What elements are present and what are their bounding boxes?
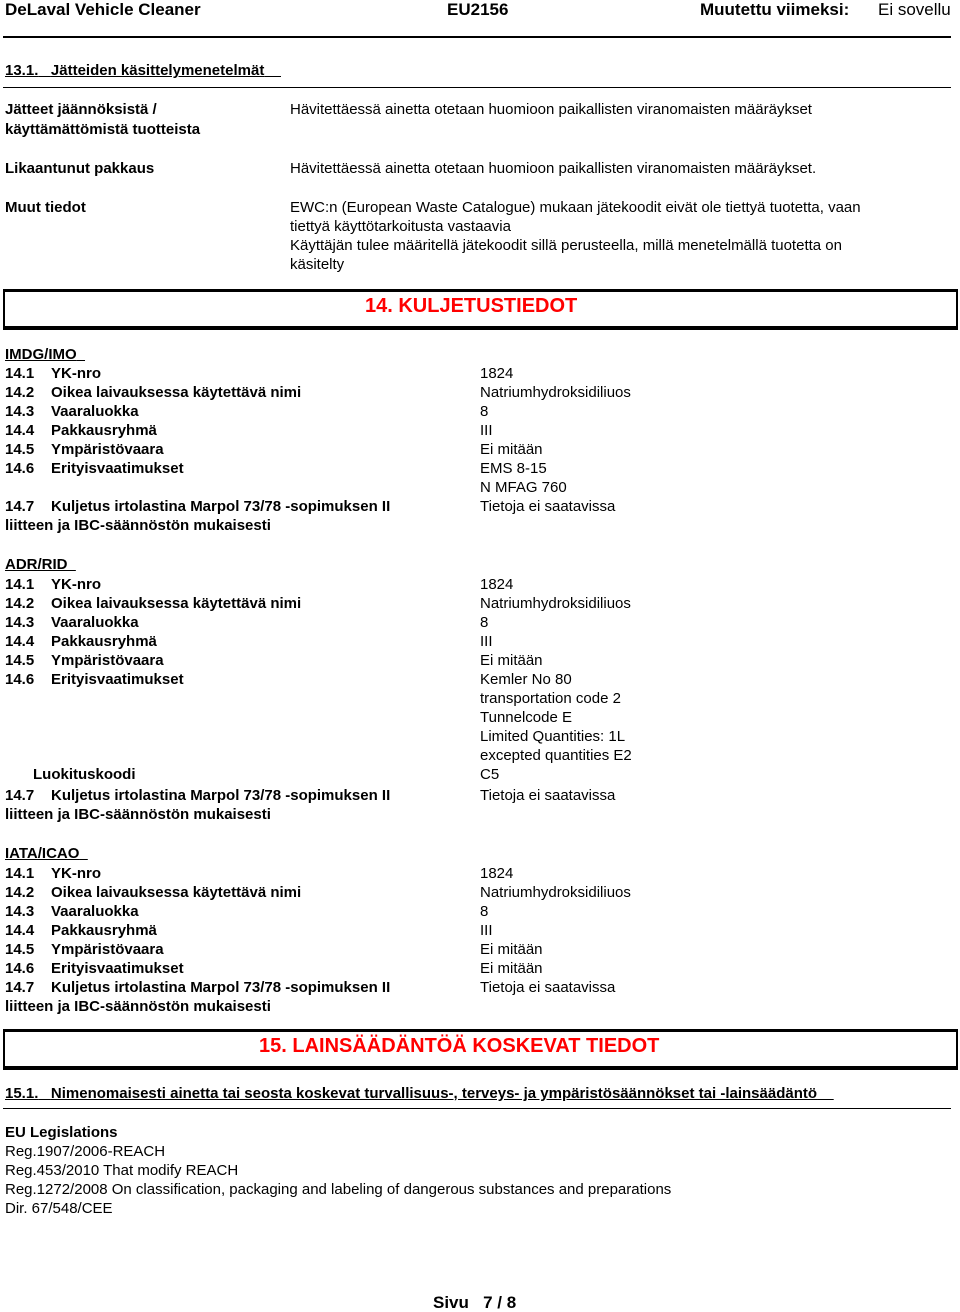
table-row xyxy=(5,632,955,651)
legislation-item: Reg.1272/2008 On classification, packaging and labeling of dangerous substances and preparations xyxy=(5,1181,672,1198)
row-value: 8 xyxy=(480,403,489,420)
eu-legislations-label: EU Legislations xyxy=(5,1124,118,1141)
row-number: 14.4 xyxy=(5,422,35,439)
row-value: EMS 8-15 xyxy=(480,460,547,477)
row-name: Erityisvaatimukset xyxy=(51,671,184,688)
row-value: Kemler No 80 xyxy=(480,671,572,688)
table-row xyxy=(5,786,955,824)
legislation-item: Reg.1907/2006-REACH xyxy=(5,1143,166,1160)
row-name: Erityisvaatimukset xyxy=(51,460,184,477)
iata-label xyxy=(5,844,88,863)
contaminated-packaging-label: Likaantunut pakkaus xyxy=(5,160,155,177)
table-row xyxy=(5,978,955,1016)
row-name: YK-nro xyxy=(51,865,101,882)
row-number: 14.3 xyxy=(5,614,35,631)
section-13-1-number: 13.1. xyxy=(5,62,39,79)
table-row xyxy=(5,575,955,594)
row-value: Ei mitään xyxy=(480,960,543,977)
modified-value: Ei sovellu xyxy=(878,0,951,19)
row-name-cont: liitteen ja IBC-säännöstön mukaisesti xyxy=(5,998,271,1015)
row-name: Kuljetus irtolastina Marpol 73/78 -sopimuksen II xyxy=(51,498,391,515)
row-name: Ympäristövaara xyxy=(51,652,164,669)
row-name: Kuljetus irtolastina Marpol 73/78 -sopimuksen II xyxy=(51,979,391,996)
row-number: 14.7 xyxy=(5,787,35,804)
row-value: Tietoja ei saatavissa xyxy=(480,787,616,804)
table-row xyxy=(5,594,955,613)
row-value: 1824 xyxy=(480,576,514,593)
row-values xyxy=(480,459,567,497)
row-name: Vaaraluokka xyxy=(51,614,139,631)
table-row xyxy=(5,959,955,978)
waste-residues-value: Hävitettäessä ainetta otetaan huomioon paikallisten viranomaisten määräykset xyxy=(290,101,812,118)
row-name: Pakkausryhmä xyxy=(51,633,157,650)
page-indicator xyxy=(433,1293,516,1312)
section-14-title: 14. KULJETUSTIEDOT xyxy=(365,295,578,317)
row-number: 14.2 xyxy=(5,595,35,612)
legislation-item: Dir. 67/548/CEE xyxy=(5,1200,113,1217)
table-row xyxy=(5,421,955,440)
row-value: Natriumhydroksidiliuos xyxy=(480,884,631,901)
product-name: DeLaval Vehicle Cleaner xyxy=(5,0,201,19)
row-value: III xyxy=(480,422,493,439)
row-name: Pakkausryhmä xyxy=(51,422,157,439)
row-name: Vaaraluokka xyxy=(51,403,139,420)
row-number: 14.1 xyxy=(5,365,35,382)
row-name-cont: liitteen ja IBC-säännöstön mukaisesti xyxy=(5,806,271,823)
imdg-table xyxy=(5,364,955,535)
classification-code-value: C5 xyxy=(480,766,500,783)
imdg-label-text: IMDG/IMO xyxy=(5,346,77,363)
row-value: Limited Quantities: 1L xyxy=(480,728,626,745)
row-name: Kuljetus irtolastina Marpol 73/78 -sopimuksen II xyxy=(51,787,391,804)
table-row xyxy=(5,902,955,921)
row-value: III xyxy=(480,922,493,939)
table-row xyxy=(5,383,955,402)
table-row xyxy=(5,497,955,535)
row-value: excepted quantities E2 xyxy=(480,747,632,764)
waste-residues-label-2: käyttämättömistä tuotteista xyxy=(5,121,201,138)
modified-label: Muutettu viimeksi: xyxy=(700,0,850,19)
adr-table xyxy=(5,575,955,824)
header-divider xyxy=(3,36,951,38)
section-15-1-number: 15.1. xyxy=(5,1085,39,1102)
row-number: 14.6 xyxy=(5,671,35,688)
row-value: Tietoja ei saatavissa xyxy=(480,979,616,996)
row-value: N MFAG 760 xyxy=(480,479,567,496)
row-number: 14.3 xyxy=(5,903,35,920)
table-row xyxy=(5,651,955,670)
section-13-1-heading xyxy=(5,61,281,80)
row-value: 8 xyxy=(480,903,489,920)
page-label: Sivu xyxy=(433,1293,469,1312)
section-15-1-heading xyxy=(5,1084,834,1103)
row-value: 1824 xyxy=(480,865,514,882)
row-number: 14.6 xyxy=(5,960,35,977)
contaminated-packaging-value: Hävitettäessä ainetta otetaan huomioon paikallisten viranomaisten määräykset. xyxy=(290,160,817,177)
row-value: Tietoja ei saatavissa xyxy=(480,498,616,515)
row-name: Ympäristövaara xyxy=(51,441,164,458)
classification-code-label: Luokituskoodi xyxy=(33,766,136,783)
row-number: 14.5 xyxy=(5,441,35,458)
row-value: Natriumhydroksidiliuos xyxy=(480,384,631,401)
table-row xyxy=(5,921,955,940)
row-name: YK-nro xyxy=(51,365,101,382)
row-value: Natriumhydroksidiliuos xyxy=(480,595,631,612)
row-number: 14.7 xyxy=(5,979,35,996)
row-values xyxy=(480,670,632,765)
row-value: III xyxy=(480,633,493,650)
table-row xyxy=(5,613,955,632)
row-number: 14.5 xyxy=(5,941,35,958)
section-13-1-title: Jätteiden käsittelymenetelmät xyxy=(50,62,265,79)
adr-label xyxy=(5,555,76,574)
table-row xyxy=(5,940,955,959)
row-name: Vaaraluokka xyxy=(51,903,139,920)
row-number: 14.4 xyxy=(5,922,35,939)
other-info-line-2: tiettyä käyttötarkoitusta vastaavia xyxy=(290,218,511,235)
other-info-line-1: EWC:n (European Waste Catalogue) mukaan jätekoodit eivät ole tiettyä tuotetta, vaan xyxy=(290,199,861,216)
row-value: 1824 xyxy=(480,365,514,382)
page-number: 7 / 8 xyxy=(483,1293,517,1312)
table-row xyxy=(5,459,955,497)
row-value: Tunnelcode E xyxy=(480,709,573,726)
adr-label-text: ADR/RID xyxy=(5,556,68,573)
table-row xyxy=(5,883,955,902)
row-name: Oikea laivauksessa käytettävä nimi xyxy=(51,384,302,401)
other-info-line-4: käsitelty xyxy=(290,256,345,273)
table-row xyxy=(5,765,955,786)
row-number: 14.5 xyxy=(5,652,35,669)
row-name: Oikea laivauksessa käytettävä nimi xyxy=(51,884,302,901)
row-name: YK-nro xyxy=(51,576,101,593)
table-row xyxy=(5,670,955,765)
product-code: EU2156 xyxy=(447,0,509,19)
row-name: Ympäristövaara xyxy=(51,941,164,958)
row-number: 14.2 xyxy=(5,384,35,401)
section-15-1-title: Nimenomaisesti ainetta tai seosta koskevat turvallisuus-, terveys- ja ympäristösäännökset tai -lainsäädäntö xyxy=(50,1085,818,1102)
row-name-cont: liitteen ja IBC-säännöstön mukaisesti xyxy=(5,517,271,534)
row-value: Ei mitään xyxy=(480,652,543,669)
table-row xyxy=(5,864,955,883)
row-value: transportation code 2 xyxy=(480,690,621,707)
row-number: 14.7 xyxy=(5,498,35,515)
section-15-divider xyxy=(3,1108,951,1109)
imdg-label xyxy=(5,345,85,364)
row-number: 14.1 xyxy=(5,576,35,593)
row-number: 14.1 xyxy=(5,865,35,882)
section-15-title: 15. LAINSÄÄDÄNTÖÄ KOSKEVAT TIEDOT xyxy=(259,1035,660,1057)
row-value: 8 xyxy=(480,614,489,631)
table-row xyxy=(5,440,955,459)
legislation-item: Reg.453/2010 That modify REACH xyxy=(5,1162,239,1179)
row-value: Ei mitään xyxy=(480,441,543,458)
row-name: Oikea laivauksessa käytettävä nimi xyxy=(51,595,302,612)
row-number: 14.6 xyxy=(5,460,35,477)
waste-residues-label-1: Jätteet jäännöksistä / xyxy=(5,101,157,118)
row-name: Pakkausryhmä xyxy=(51,922,157,939)
row-number: 14.4 xyxy=(5,633,35,650)
row-number: 14.2 xyxy=(5,884,35,901)
row-value: Ei mitään xyxy=(480,941,543,958)
other-info-line-3: Käyttäjän tulee määritellä jätekoodit sillä perusteella, millä menetelmällä tuotetta on xyxy=(290,237,842,254)
iata-table xyxy=(5,864,955,1016)
row-name: Erityisvaatimukset xyxy=(51,960,184,977)
table-row xyxy=(5,402,955,421)
iata-label-text: IATA/ICAO xyxy=(5,845,80,862)
other-info-label: Muut tiedot xyxy=(5,199,86,216)
table-row xyxy=(5,364,955,383)
row-number: 14.3 xyxy=(5,403,35,420)
section-13-divider xyxy=(3,87,951,88)
